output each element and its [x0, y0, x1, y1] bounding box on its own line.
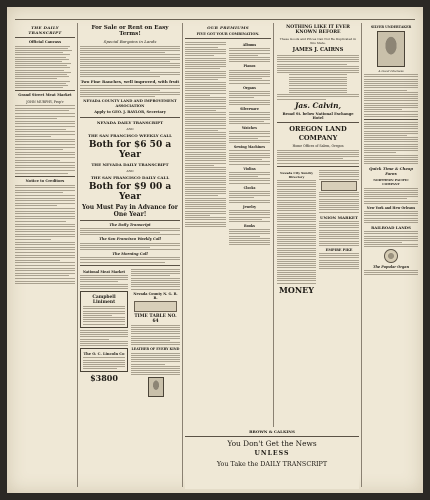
premium-item: Clocks [243, 185, 256, 190]
body-text [229, 48, 270, 62]
body-text [15, 185, 75, 285]
morning-call-heading: The Morning Call [112, 252, 148, 257]
ad-block-row [80, 268, 180, 400]
daily-transcript-heading: The Daily Transcript [109, 222, 151, 227]
timetable-text [131, 325, 180, 346]
column-1 [15, 23, 75, 487]
offer-title: NEVADA DAILY TRANSCRIPT [96, 119, 164, 125]
banner-line-1: You Don't Get the News [227, 439, 317, 448]
body-text [185, 176, 226, 201]
wagon-engraving [321, 181, 357, 191]
premium-item: Silverware [240, 106, 259, 111]
body-text [185, 42, 226, 69]
premium-item: Organs [243, 85, 256, 90]
ad-subcolumn-left [80, 268, 128, 400]
body-text [83, 357, 125, 369]
body-text [185, 123, 226, 148]
narrow-gauge-heading: Nevada County N. G. R. R. [133, 291, 178, 300]
column-rule [77, 23, 78, 487]
campbell-heading: Campbell Liniment [92, 294, 116, 305]
tabulated-text [15, 46, 75, 89]
premiums-left [185, 41, 226, 247]
oregon-land-title: OREGON LAND COMPANY [289, 125, 347, 142]
body-text [319, 192, 359, 213]
body-text [229, 70, 270, 84]
locomotive-engraving [134, 301, 177, 312]
body-text [131, 353, 180, 376]
store-headline: NOTHING LIKE IT EVER KNOWN BEFORE [286, 25, 350, 36]
body-text [364, 211, 418, 223]
directory-row [277, 169, 359, 296]
ad-subheadline: Special Bargains in Lands [103, 39, 157, 45]
offer-advance: You Must Pay in Advance for One Year! [82, 203, 178, 218]
divider [277, 166, 359, 167]
banner-line-3: You Take the DAILY TRANSCRIPT [216, 460, 328, 468]
body-text [83, 306, 125, 325]
store-name: JAMES J. CAIRNS [292, 47, 344, 54]
body-text [319, 221, 359, 246]
body-text [229, 150, 270, 164]
column-6 [364, 23, 418, 487]
divider [80, 220, 180, 221]
body-text [319, 253, 359, 269]
offer-nevada-2: THE NEVADA DAILY TRANSCRIPT [91, 161, 169, 167]
time-table-heading: TIME TABLE NO. 64 [134, 313, 177, 324]
premiums-title: OUR PREMIUMS [207, 25, 249, 30]
ad-headline: For Sale or Rent on Easy Terms! [91, 25, 169, 38]
creditors-heading: Notice to Creditors [25, 178, 65, 183]
premium-item: Violins [243, 166, 256, 171]
seal-engraving [384, 249, 398, 263]
body-text [185, 202, 226, 227]
divider [185, 436, 359, 437]
body-text [277, 150, 359, 164]
premium-item: Sewing Machines [233, 145, 266, 150]
body-text [80, 228, 180, 236]
ad-body [80, 85, 180, 97]
divider [277, 122, 359, 123]
divider [364, 119, 418, 120]
column-rule [273, 23, 274, 487]
body-text [185, 97, 226, 122]
divider [80, 117, 180, 118]
body-text [229, 112, 270, 124]
bottom-banner [185, 427, 359, 489]
offer-and: AND [126, 168, 134, 173]
body-text [229, 91, 270, 105]
body-text [185, 71, 226, 96]
body-text [80, 243, 180, 251]
ad-body [80, 46, 180, 78]
ad-subcolumn-right [131, 268, 180, 400]
ad-headline: Two Fine Ranches, well improved, with fruit [80, 79, 180, 85]
money-heading: MONEY [279, 284, 314, 295]
directory-heading: Nevada City Sundry Directory [279, 170, 314, 179]
meat-market-heading: National Meat Market [82, 269, 126, 274]
body-text [364, 122, 418, 165]
top-rule [15, 19, 415, 20]
premium-item: Pianos [243, 64, 256, 69]
directory-right [319, 169, 359, 296]
railroad-lands-heading: RAILROAD LANDS [371, 224, 411, 230]
popular-organ-heading: The Popular Organ [372, 264, 410, 269]
premium-item: Books [244, 223, 255, 228]
ad-contact: Apply to GEO. J. BAYLOR, Secretary [94, 110, 166, 115]
divider [15, 90, 75, 91]
lodge-ad [80, 348, 128, 372]
column-2 [80, 23, 180, 487]
body-text [229, 191, 270, 203]
offer-and: AND [126, 126, 134, 131]
calvin-address: Broad St. below National Exchange Hotel [282, 112, 354, 121]
notice-subheading: JOHN MURPHY, Prop'r [26, 99, 64, 104]
campbell-ad [80, 291, 128, 328]
body-text [80, 257, 180, 262]
column-masthead: THE DAILY TRANSCRIPT [28, 25, 62, 35]
oregon-land-subtitle: Home Offices of Salem, Oregon [292, 144, 344, 149]
offer-price-1: Both for $6 50 a Year [88, 139, 172, 160]
price-figure: $3800 [90, 373, 118, 384]
portrait-engraving [377, 31, 405, 67]
body-text [80, 330, 128, 346]
brown-calkins: BROWN & CALKINS [249, 429, 295, 434]
divider [80, 265, 180, 266]
ad-association: NEVADA COUNTY LAND AND IMPROVEMENT ASSOCIATION [83, 99, 177, 108]
new-york-heading: New York and Hew Orleans [366, 205, 416, 210]
section-heading: Official Canvass [28, 40, 62, 44]
column-rule [182, 23, 183, 487]
undertaker-heading: SILVER UNDERTAKER [370, 25, 412, 29]
premiums-right [229, 41, 270, 247]
body-text [80, 275, 128, 289]
column-5 [277, 23, 359, 487]
offer-daily-call: THE SAN FRANCISCO DAILY CALL [90, 174, 170, 180]
empire-pike-heading: EMPIRE PIKE [325, 247, 353, 252]
body-text [229, 210, 270, 222]
divider [185, 38, 271, 39]
union-market-heading: UNION MARKET [320, 214, 358, 220]
calvin-name: Jas. Calvin, [294, 100, 342, 110]
body-text [319, 170, 359, 180]
body-text [277, 55, 359, 100]
store-subheadline: These Goods and Prices Can Not Be Duplicated in this State. [279, 36, 357, 45]
weekly-call-heading: The San Francisco Weekly Call [99, 237, 161, 242]
body-text [15, 105, 75, 173]
premium-item: Albums [242, 43, 257, 47]
lodge-heading: The O. C. Lincoln Co [83, 352, 125, 357]
offer-weekly: THE SAN FRANCISCO WEEKLY CALL [88, 132, 172, 138]
banner-line-2: UNLESS [254, 450, 290, 457]
column-3 [185, 23, 271, 487]
body-text [229, 172, 270, 184]
body-text [364, 188, 418, 204]
column-rule [361, 23, 362, 487]
body-text [364, 74, 418, 117]
premiums-subtitle: FIVE GOT YOUR COMBINATION. [196, 32, 260, 36]
body-text [364, 231, 418, 247]
body-text [185, 149, 226, 174]
body-text [229, 131, 270, 143]
divider [15, 176, 75, 177]
directory-text [277, 180, 316, 284]
newspaper-page [7, 7, 423, 493]
body-text [229, 229, 270, 245]
offer-price-2: Both for $9 00 a Year [88, 181, 172, 202]
body-text [131, 269, 180, 290]
portrait-caption: A Good Likeness [378, 69, 404, 73]
body-text [364, 270, 418, 275]
quick-time-heading: Quick Time & Cheap Fares [369, 166, 413, 177]
directory-left [277, 169, 316, 296]
premiums-columns [185, 41, 271, 247]
premium-item: Jewelry [242, 204, 257, 209]
divider [15, 37, 75, 38]
notice-heading: Grand Street Meat Market [18, 93, 72, 98]
premium-item: Watches [242, 126, 257, 131]
leather-heading: LEATHER OF EVERY KIND [131, 347, 180, 352]
northern-pacific-heading: NORTHERN PACIFIC COMPANY [373, 178, 409, 187]
portrait-engraving [148, 377, 164, 397]
